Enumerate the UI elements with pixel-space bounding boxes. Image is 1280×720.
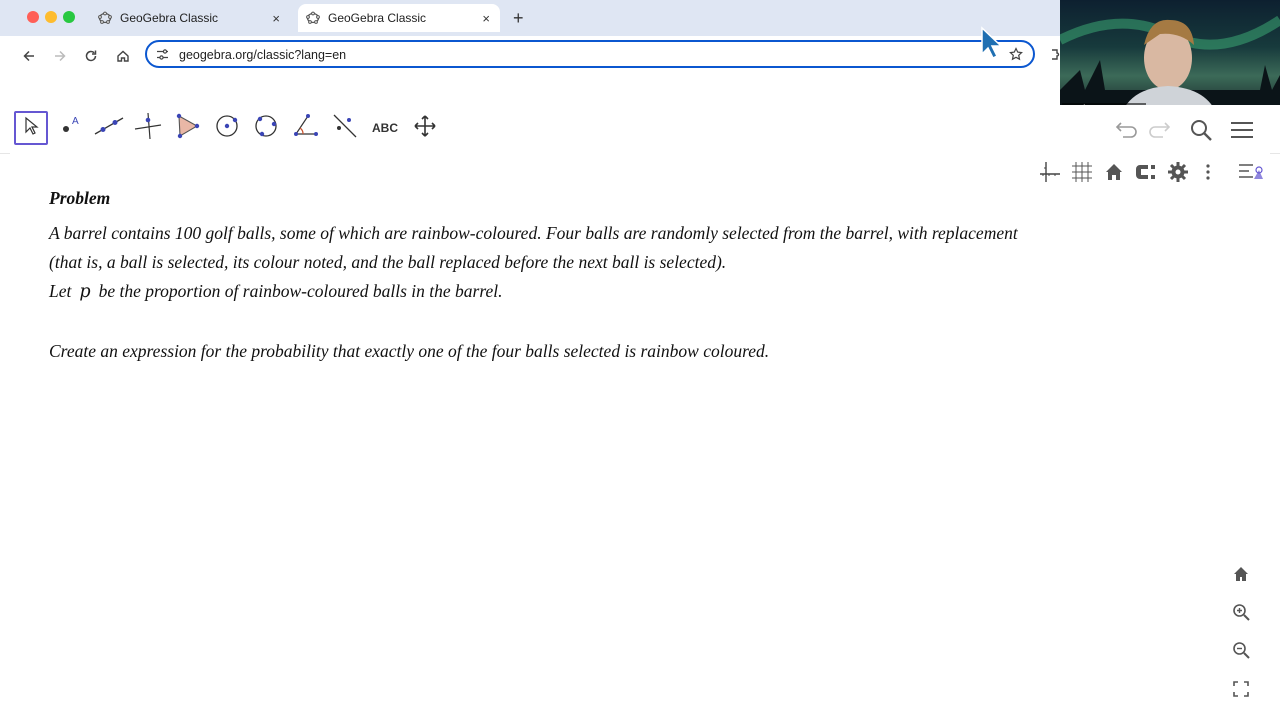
bookmark-star-icon[interactable]: [1009, 47, 1023, 66]
circle-three-points-tool[interactable]: [249, 111, 283, 145]
text-tool[interactable]: ABC: [372, 121, 398, 135]
point-tool[interactable]: [53, 111, 87, 145]
let-text: Let: [49, 281, 72, 301]
svg-text:A: A: [72, 115, 79, 127]
axes-toggle-icon[interactable]: [1036, 158, 1064, 186]
undo-icon[interactable]: [1114, 117, 1140, 143]
circle-icon: [215, 114, 239, 143]
circle-center-point-tool[interactable]: [210, 111, 244, 145]
variable-p: p: [79, 282, 91, 302]
perpendicular-line-tool[interactable]: [131, 111, 165, 145]
more-options-icon[interactable]: [1194, 158, 1222, 186]
zoom-out-icon[interactable]: [1228, 637, 1254, 663]
point-capturing-icon[interactable]: [1132, 158, 1160, 186]
polygon-tool[interactable]: [170, 111, 204, 145]
move-graphics-tool[interactable]: [408, 111, 442, 145]
problem-line-2: (that is, a ball is selected, its colour noted, and the ball replaced before the next ball is selected).: [49, 252, 727, 272]
close-window-button[interactable]: [27, 11, 39, 23]
new-tab-button[interactable]: +: [513, 8, 524, 28]
search-icon[interactable]: [1188, 117, 1214, 143]
proportion-text: be the proportion of rainbow-coloured balls in the barrel.: [98, 281, 503, 301]
site-settings-icon[interactable]: [156, 48, 169, 66]
reload-icon[interactable]: [82, 47, 100, 65]
home-icon[interactable]: [114, 47, 132, 65]
url-omnibox[interactable]: [145, 40, 1035, 68]
geogebra-favicon-icon: [98, 11, 112, 25]
line-tool[interactable]: [92, 111, 126, 145]
problem-heading: Problem: [49, 188, 111, 208]
move-arrows-icon: [414, 115, 436, 142]
close-tab-icon[interactable]: ×: [482, 11, 490, 26]
graphics-style-bar: [1034, 155, 1270, 189]
minimize-window-button[interactable]: [45, 11, 57, 23]
point-icon: [58, 114, 82, 143]
line-icon: [94, 114, 124, 143]
url-text[interactable]: geogebra.org/classic?lang=en: [179, 48, 347, 62]
forward-icon[interactable]: [51, 47, 69, 65]
angle-icon: [293, 113, 319, 144]
mouse-cursor-icon: [980, 26, 1002, 65]
tab-strip: [0, 0, 1060, 36]
tab-title: GeoGebra Classic: [120, 11, 219, 25]
algebra-view-toggle-icon[interactable]: [1236, 158, 1264, 186]
zoom-in-icon[interactable]: [1228, 599, 1254, 625]
move-tool[interactable]: [14, 111, 48, 145]
arrow-cursor-icon: [22, 116, 40, 141]
close-tab-icon[interactable]: ×: [272, 11, 280, 26]
polygon-icon: [174, 113, 200, 144]
maximize-window-button[interactable]: [63, 11, 75, 23]
reflect-tool[interactable]: [328, 111, 362, 145]
participant-video: [1060, 0, 1280, 117]
problem-line-3: [49, 281, 503, 302]
question-text: Create an expression for the probability that exactly one of the four balls selected is rainbow coloured.: [49, 341, 770, 361]
main-menu-icon[interactable]: [1229, 117, 1255, 143]
extensions-icon[interactable]: [1050, 47, 1060, 68]
perpendicular-icon: [133, 111, 163, 146]
settings-gear-icon[interactable]: [1164, 158, 1192, 186]
browser-tab-1[interactable]: [90, 4, 290, 32]
home-view-icon[interactable]: [1228, 561, 1254, 587]
problem-line-1: A barrel contains 100 golf balls, some of which are rainbow-coloured. Four balls are randomly selected from the barrel, with replacement: [49, 223, 1018, 243]
back-icon[interactable]: [20, 47, 38, 65]
angle-tool[interactable]: [289, 111, 323, 145]
address-bar-row: [0, 36, 1060, 76]
geogebra-toolbar: [0, 105, 1280, 154]
reflect-icon: [332, 113, 358, 144]
redo-icon[interactable]: [1146, 117, 1172, 143]
browser-tab-2[interactable]: [298, 4, 500, 32]
grid-toggle-icon[interactable]: [1068, 158, 1096, 186]
fullscreen-icon[interactable]: [1228, 676, 1254, 702]
participant-video-frame: [1060, 0, 1280, 117]
geogebra-favicon-icon: [306, 11, 320, 25]
standard-view-icon[interactable]: [1100, 158, 1128, 186]
circle-three-points-icon: [254, 114, 278, 143]
tab-title: GeoGebra Classic: [328, 11, 427, 25]
